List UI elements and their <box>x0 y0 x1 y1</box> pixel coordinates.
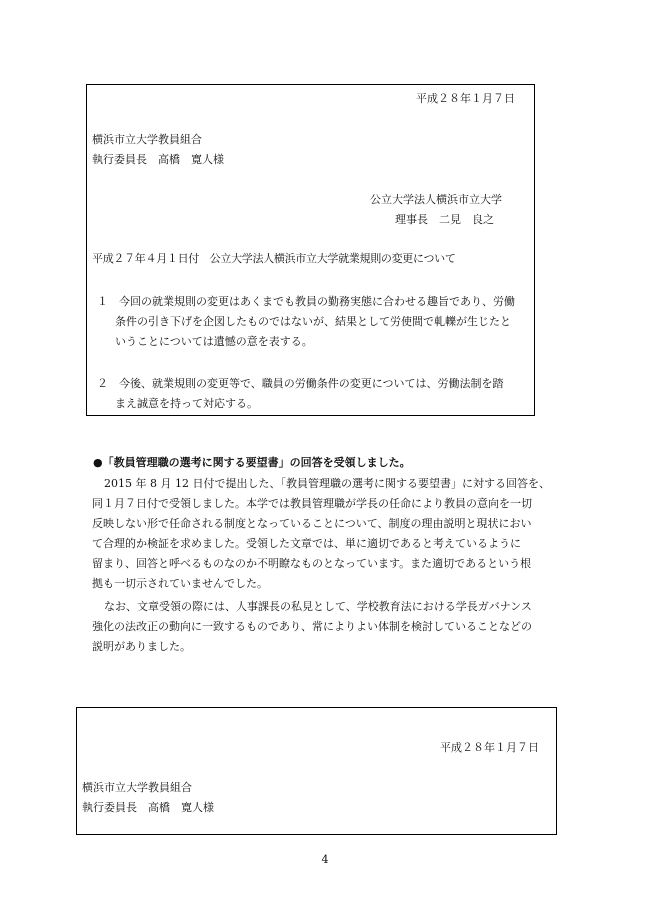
letter2-date: 平成２８年１月７日 <box>440 741 539 754</box>
letter1-item2-line1: ２ 今後、就業規則の変更等で、職員の労働条件の変更については、労働法制を踏 <box>97 377 504 390</box>
page-number: 4 <box>321 853 329 866</box>
letter-box-2 <box>76 707 557 835</box>
para2-line1: なお、文章受領の際には、人事課長の私見として、学校教育法における学長ガバナンス <box>104 600 532 613</box>
para2-line2: 強化の法改正の動向に一致するものであり、常によりよい体制を検討していることなどの <box>92 620 532 633</box>
letter1-item1-line1: １ 今回の就業規則の変更はあくまでも教員の勤務実態に合わせる趣旨であり、労働 <box>97 295 515 308</box>
para1-line4: て合理的か検証を求めました。受領した文章では、単に適切であると考えているように <box>92 537 521 550</box>
letter1-subject: 平成２７年４月１日付 公立大学法人横浜市立大学就業規則の変更について <box>92 252 456 265</box>
para1-line6: 拠も一切示されていませんでした。 <box>92 577 268 590</box>
letter2-recipient-name: 執行委員長 高橋 寛人様 <box>82 801 214 814</box>
letter1-recipient-org: 横浜市立大学教員組合 <box>92 133 202 146</box>
para1-line1: 2015 年 8 月 12 日付で提出した、「教員管理職の選考に関する要望書」に対する回答を、 <box>104 477 550 490</box>
letter1-sender-name: 理事長 二見 良之 <box>395 213 494 226</box>
para2-line3: 説明がありました。 <box>92 640 191 653</box>
letter1-item1-line2: 条件の引き下げを企図したものではないが、結果として労使間で軋轢が生じたと <box>115 315 511 328</box>
letter1-date: 平成２８年１月７日 <box>416 92 515 105</box>
para1-line3: 反映しない形で任命される制度となっていることについて、制度の理由説明と現状におい <box>92 517 532 530</box>
letter1-sender-org: 公立大学法人横浜市立大学 <box>370 193 502 206</box>
para1-line2: 同１月７日付で受領しました。本学では教員管理職が学長の任命により教員の意向を一切 <box>92 497 532 510</box>
letter1-item1-line3: いうことについては遺憾の意を表する。 <box>115 335 313 348</box>
letter2-recipient-org: 横浜市立大学教員組合 <box>82 781 192 794</box>
section-heading: ●「教員管理職の選考に関する要望書」の回答を受領しました。 <box>93 456 411 469</box>
letter1-recipient-name: 執行委員長 高橋 寛人様 <box>92 153 224 166</box>
para1-line5: 留まり、回答と呼べるものなのか不明瞭なものとなっています。また適切であるという根 <box>92 557 532 570</box>
letter1-item2-line2: まえ誠意を持って対応する。 <box>115 397 258 410</box>
